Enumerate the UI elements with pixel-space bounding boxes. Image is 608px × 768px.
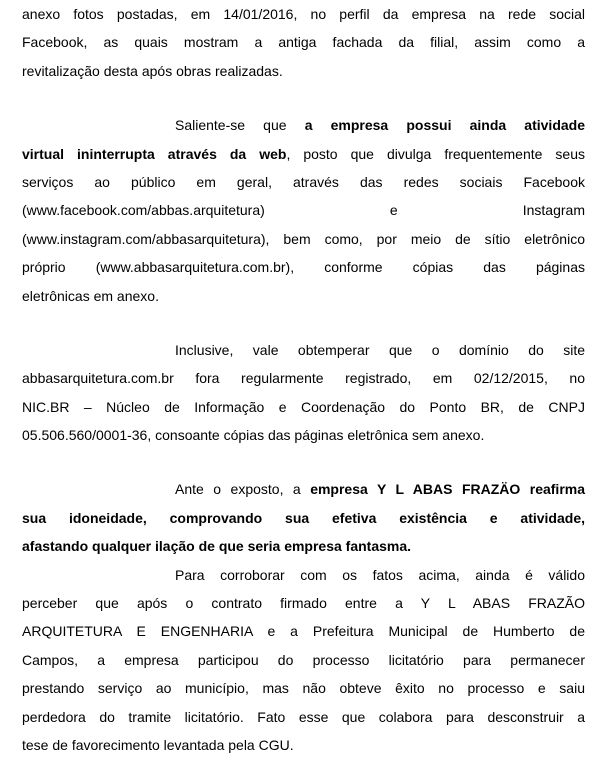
body-text: prestando serviço ao município, mas não obteve êxito no processo e saiu <box>22 680 585 697</box>
text-line <box>22 28 585 56</box>
bold-text: a empresa possui ainda atividade <box>304 117 585 134</box>
body-text: Campos, a empresa participou do processo licitatório para permanecer <box>22 651 585 668</box>
bold-text: virtual ininterrupta através da web <box>22 145 287 162</box>
text-line <box>22 253 585 281</box>
bold-text: sua idoneidade, comprovando sua efetiva existência e atividade, <box>22 509 585 526</box>
text-line <box>22 0 585 28</box>
text-line <box>22 731 585 759</box>
text-line <box>22 196 585 224</box>
text-line <box>22 617 585 645</box>
body-text: 05.506.560/0001-36, consoante cópias das páginas eletrônica sem anexo. <box>22 427 485 444</box>
text-line <box>22 475 585 503</box>
text-line <box>22 140 585 168</box>
body-text: Saliente-se que <box>175 117 305 134</box>
text-line <box>22 561 585 589</box>
text-line <box>22 532 585 560</box>
paragraph-1 <box>22 0 585 85</box>
paragraph-5 <box>22 561 585 760</box>
body-text: perdedora do tramite licitatório. Fato esse que colabora para desconstruir a <box>22 708 585 725</box>
paragraph-2 <box>22 111 585 310</box>
body-text: Para corroborar com os fatos acima, ainda é válido <box>175 566 585 583</box>
text-line <box>22 646 585 674</box>
text-line <box>22 111 585 139</box>
body-text: eletrônicas em anexo. <box>22 287 159 304</box>
text-line <box>22 504 585 532</box>
body-text: , posto que divulga frequentemente seus <box>286 145 585 162</box>
text-line <box>22 703 585 731</box>
body-text: (www.facebook.com/abbas.arquitetura) e Instagram <box>22 202 585 219</box>
text-line <box>22 393 585 421</box>
text-line <box>22 364 585 392</box>
paragraph-3 <box>22 336 585 450</box>
body-text: NIC.BR – Núcleo de Informação e Coordenação do Ponto BR, de CNPJ <box>22 398 585 415</box>
bold-text: empresa Y L ABAS FRAZÄO reafirma <box>310 481 585 498</box>
body-text: abbasarquitetura.com.br fora regularmente registrado, em 02/12/2015, no <box>22 370 585 387</box>
text-line <box>22 336 585 364</box>
body-text: próprio (www.abbasarquitetura.com.br), conforme cópias das páginas <box>22 259 585 276</box>
body-text: (www.instagram.com/abbasarquitetura), bem como, por meio de sítio eletrônico <box>22 230 585 247</box>
text-line <box>22 282 585 310</box>
body-text: Ante o exposto, a <box>175 481 311 498</box>
bold-text: afastando qualquer ilação de que seria empresa fantasma. <box>22 538 412 555</box>
body-text: revitalização desta após obras realizadas. <box>22 62 283 79</box>
text-line <box>22 225 585 253</box>
body-text: Facebook, as quais mostram a antiga fachada da filial, assim como a <box>22 34 585 51</box>
body-text: perceber que após o contrato firmado entre a Y L ABAS FRAZÃO <box>22 595 585 612</box>
text-line <box>22 674 585 702</box>
body-text: serviços ao público em geral, através das redes sociais Facebook <box>22 173 585 190</box>
paragraph-4 <box>22 475 585 560</box>
text-line <box>22 168 585 196</box>
body-text: anexo fotos postadas, em 14/01/2016, no perfil da empresa na rede social <box>22 6 585 22</box>
body-text: ARQUITETURA E ENGENHARIA e a Prefeitura Municipal de Humberto de <box>22 623 585 640</box>
text-line <box>22 57 585 85</box>
text-line <box>22 589 585 617</box>
body-text: tese de favorecimento levantada pela CGU. <box>22 736 294 753</box>
text-line <box>22 421 585 449</box>
body-text: Inclusive, vale obtemperar que o domínio do site <box>175 341 585 358</box>
